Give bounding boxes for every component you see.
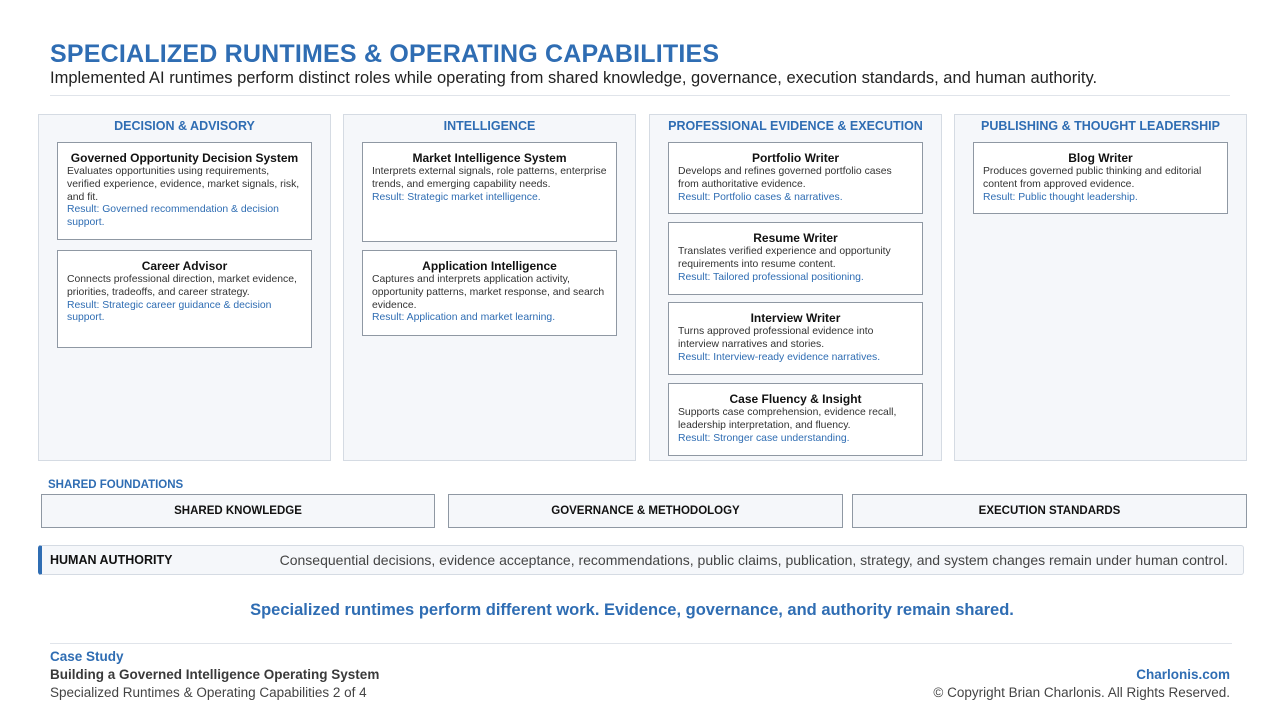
footer-case-label: Case Study — [50, 649, 124, 664]
runtime-card — [668, 302, 923, 375]
card-description: Connects professional direction, market evidence, priorities, tradeoffs, and career strategy. — [67, 274, 297, 298]
footer-case-title: Building a Governed Intelligence Operating System — [50, 667, 380, 682]
shared-foundations-label: SHARED FOUNDATIONS — [48, 479, 184, 491]
card-result: Result: Tailored professional positioning. — [678, 271, 864, 283]
foundation-execution-standards: EXECUTION STANDARDS — [852, 494, 1247, 528]
card-description: Turns approved professional evidence into interview narratives and stories. — [678, 326, 874, 350]
column-decision-advisory — [38, 114, 331, 461]
card-title: Resume Writer — [753, 231, 838, 245]
tagline: Specialized runtimes perform different work. Evidence, governance, and authority remain shared. — [250, 601, 1014, 619]
column-heading: PROFESSIONAL EVIDENCE & EXECUTION — [668, 119, 923, 133]
footer-site-link[interactable]: Charlonis.com — [1136, 667, 1230, 682]
card-title: Application Intelligence — [422, 259, 557, 273]
column-heading: DECISION & ADVISORY — [114, 119, 255, 133]
runtime-card — [362, 250, 617, 336]
column-intelligence — [343, 114, 636, 461]
card-title: Portfolio Writer — [751, 151, 840, 165]
header-divider — [50, 95, 1230, 96]
card-title: Career Advisor — [141, 259, 228, 273]
foundation-shared-knowledge: SHARED KNOWLEDGE — [41, 494, 435, 528]
card-result: Result: Governed recommendation & decision support. — [67, 204, 279, 229]
card-result: Result: Portfolio cases & narratives. — [678, 191, 843, 203]
runtime-card — [57, 142, 312, 240]
card-title: Governed Opportunity Decision System — [70, 151, 299, 165]
column-heading: PUBLISHING & THOUGHT LEADERSHIP — [981, 119, 1220, 133]
card-description: Interprets external signals, role patterns, enterprise trends, and emerging capability needs. — [372, 166, 607, 190]
card-title: Case Fluency & Insight — [729, 392, 862, 406]
footer-page-label: Specialized Runtimes & Operating Capabilities 2 of 4 — [50, 685, 367, 700]
runtime-card — [668, 222, 923, 295]
card-result: Result: Stronger case understanding. — [678, 432, 850, 444]
card-result: Result: Public thought leadership. — [983, 191, 1138, 203]
foundation-governance-methodology: GOVERNANCE & METHODOLOGY — [448, 494, 843, 528]
runtime-card — [57, 250, 312, 348]
runtime-card — [668, 142, 923, 214]
card-title: Interview Writer — [750, 311, 841, 325]
page-subtitle: Implemented AI runtimes perform distinct roles while operating from shared knowledge, governance, execution standards, and human authority. — [50, 69, 1098, 87]
page-title: SPECIALIZED RUNTIMES & OPERATING CAPABILITIES — [50, 40, 720, 68]
column-professional-evidence — [649, 114, 942, 461]
card-description: Produces governed public thinking and editorial content from approved evidence. — [983, 166, 1202, 190]
human-authority-bar — [38, 545, 1244, 575]
footer-divider — [50, 643, 1232, 644]
runtime-card — [973, 142, 1228, 214]
card-title: Market Intelligence System — [412, 151, 567, 165]
column-publishing — [954, 114, 1247, 461]
footer-copyright: © Copyright Brian Charlonis. All Rights Reserved. — [933, 685, 1230, 700]
human-authority-text: Consequential decisions, evidence acceptance, recommendations, public claims, publication, strategy, and system changes remain under human control. — [279, 552, 1228, 568]
card-description: Supports case comprehension, evidence recall, leadership interpretation, and fluency. — [678, 407, 897, 431]
column-heading: INTELLIGENCE — [443, 119, 536, 133]
card-result: Result: Strategic market intelligence. — [372, 191, 541, 203]
card-result: Result: Strategic career guidance & decision support. — [67, 299, 272, 324]
card-result: Result: Interview-ready evidence narratives. — [678, 351, 881, 363]
card-result: Result: Application and market learning. — [372, 312, 556, 324]
human-authority-label: HUMAN AUTHORITY — [50, 553, 173, 567]
card-description: Translates verified experience and opportunity requirements into resume content. — [678, 246, 891, 270]
card-title: Blog Writer — [1068, 151, 1133, 165]
runtime-card — [668, 383, 923, 456]
card-description: Captures and interprets application activity, opportunity patterns, market response, and search evidence. — [372, 274, 605, 311]
card-description: Evaluates opportunities using requirements, verified experience, evidence, market signals, risk, and fit. — [67, 166, 300, 203]
card-description: Develops and refines governed portfolio cases from authoritative evidence. — [678, 166, 892, 190]
runtime-card — [362, 142, 617, 242]
